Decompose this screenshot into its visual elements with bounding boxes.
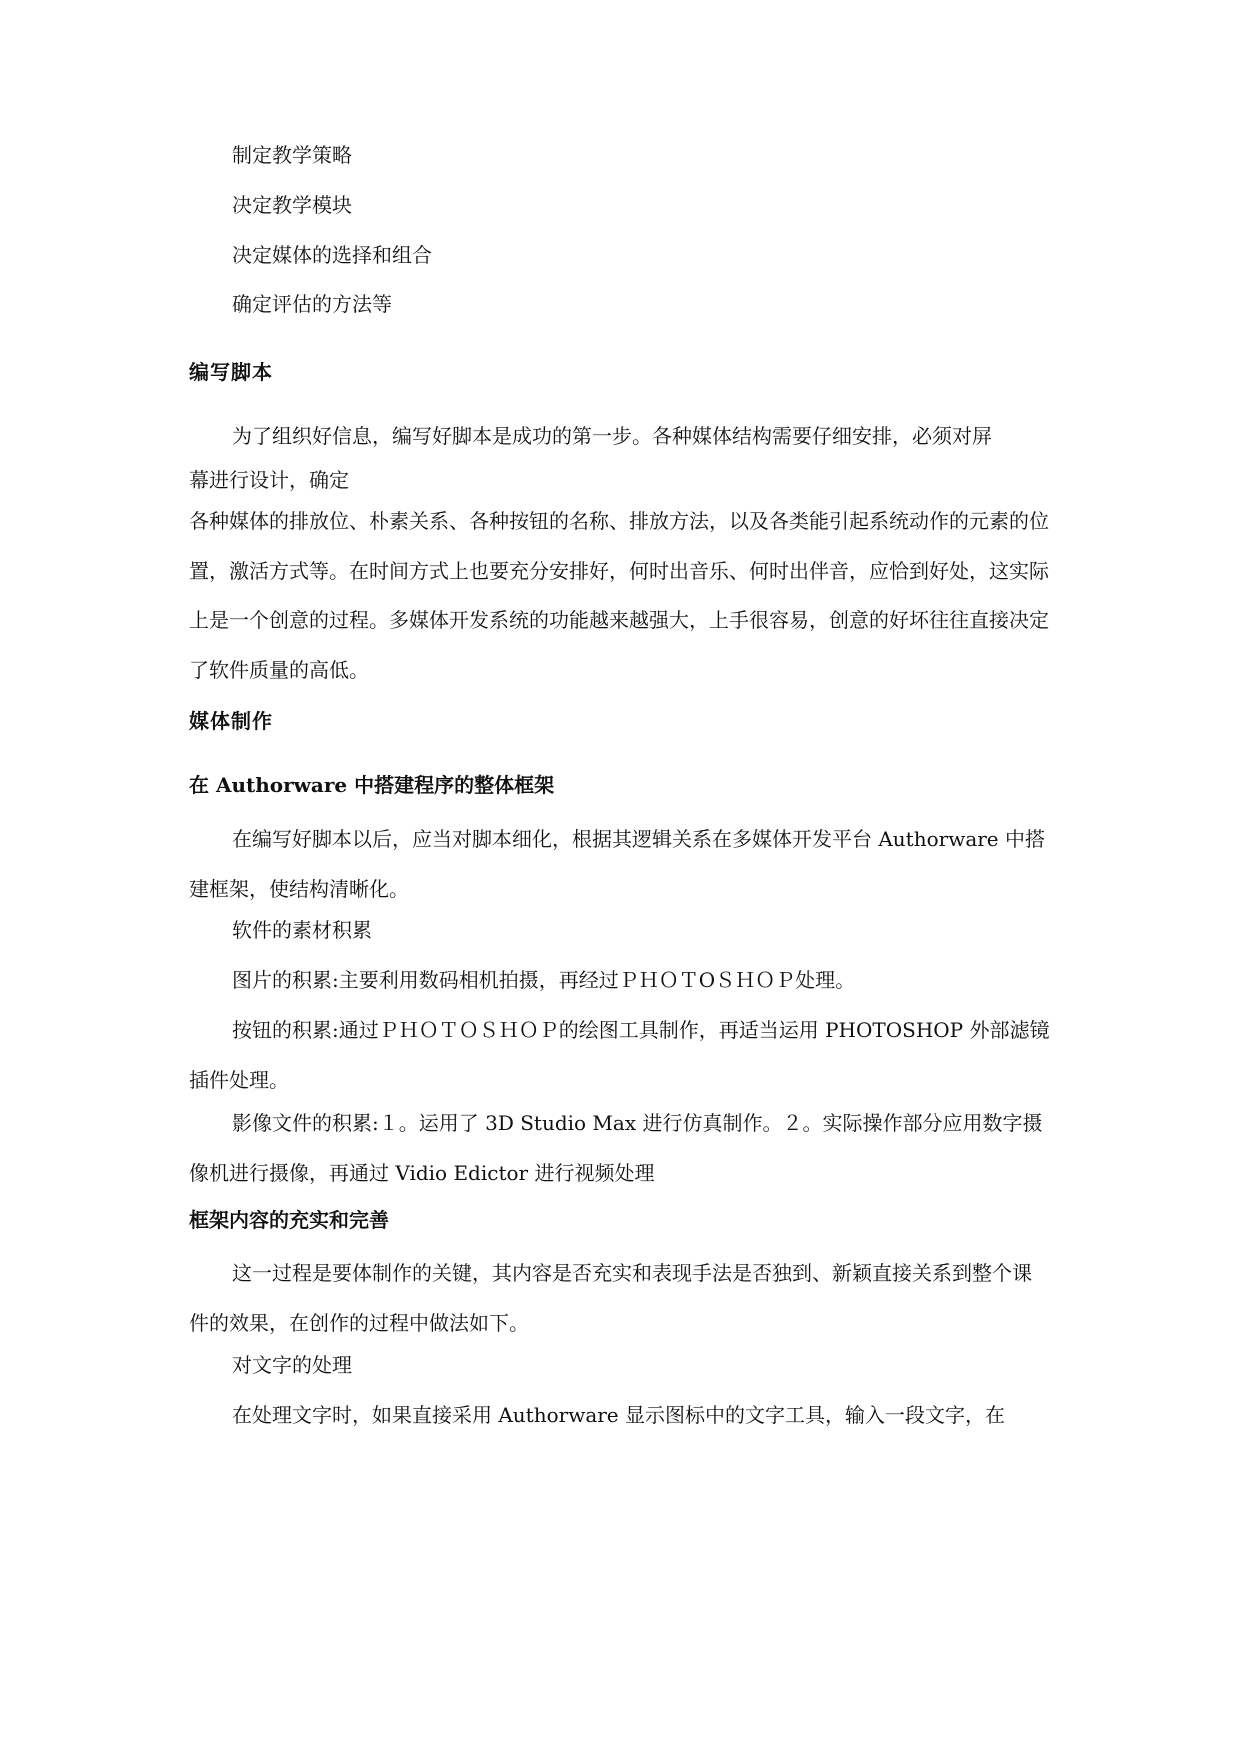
list-item-strategy: 制定教学策略 [232,143,352,167]
heading-write-script: 编写脚本 [189,360,273,384]
paragraph-enrich: 这一过程是要体制作的关键，其内容是否充实和表现手法是否独到、新颖直接关系到整个课件的效果，在创作的过程中做法如下。 [189,1261,1032,1335]
paragraph-framework: 在编写好脚本以后，应当对脚本细化，根据其逻辑关系在多媒体开发平台 Authorware 中搭建框架，使结构清晰化。 [189,827,1045,901]
list-item-module: 决定教学模块 [232,193,352,217]
paragraph-script-line1: 为了组织好信息，编写好脚本是成功的第一步。各种媒体结构需要仔细安排，必须对屏 [232,424,992,448]
item-video-accumulation: 影像文件的积累:１。运用了 3D Studio Max 进行仿真制作。２。实际操作部分应用数字摄像机进行摄像，再通过 Vidio Edictor 进行视频处理 [189,1111,1043,1185]
heading-media-production: 媒体制作 [189,709,273,733]
paragraph-script-line2: 幕进行设计，确定 [189,468,349,492]
list-item-evaluation: 确定评估的方法等 [232,292,392,316]
list-item-media-choice: 决定媒体的选择和组合 [232,243,432,267]
subheading-enrich-framework: 框架内容的充实和完善 [189,1208,389,1232]
item-material-accumulation: 软件的素材积累 [232,918,372,942]
paragraph-script-body: 各种媒体的排放位、朴素关系、各种按钮的名称、排放方法，以及各类能引起系统动作的元素的位置，激活方式等。在时间方式上也要充分安排好，何时出音乐、何时出伴音，应恰到好处，这实际上是一个创意的过程。多媒体开发系统的功能越来越强大，上手很容易，创意的好坏往往直接决定了软件质量的高低。 [189,509,1049,682]
paragraph-text-processing: 在处理文字时，如果直接采用 Authorware 显示图标中的文字工具，输入一段文字，在 [232,1403,1005,1427]
item-text-processing: 对文字的处理 [232,1353,352,1377]
item-button-accumulation: 按钮的积累:通过ＰＨＯＴＯＳＨＯＰ的绘图工具制作，再适当运用 PHOTOSHOP 外部滤镜插件处理。 [189,1018,1050,1092]
subheading-build-framework: 在 Authorware 中搭建程序的整体框架 [189,773,555,797]
item-picture-accumulation: 图片的积累:主要利用数码相机拍摄，再经过ＰＨＯＴOＳＨＯＰ处理。 [232,968,856,992]
